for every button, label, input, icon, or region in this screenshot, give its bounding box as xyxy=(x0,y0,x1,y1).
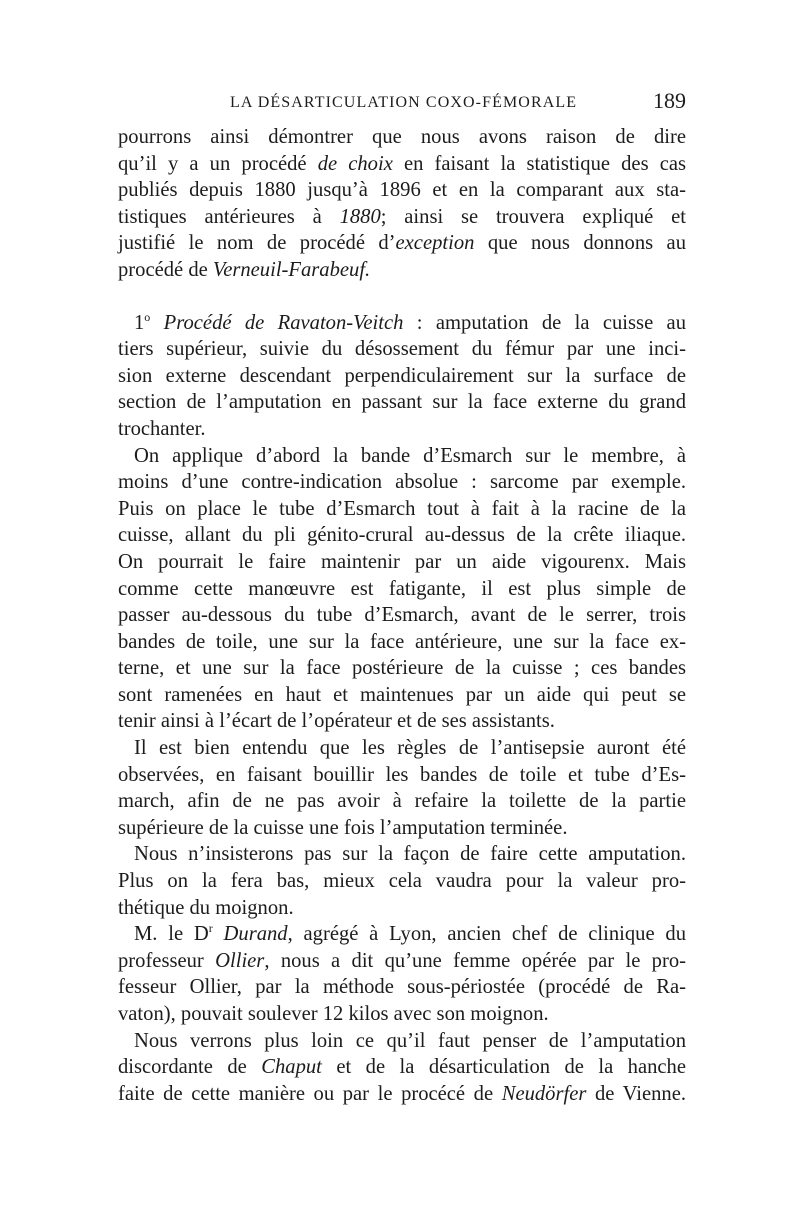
italic-term: de choix xyxy=(317,152,393,175)
text-line: thétique du moignon. xyxy=(118,896,294,919)
text-line: Nous n’insisterons pas sur la façon de faire cette amputation. xyxy=(134,843,686,866)
text-line: bandes de toile, une sur la face antérieure, une sur la face ex- xyxy=(118,630,686,653)
italic-term: exception xyxy=(395,232,475,255)
paragraph-3 xyxy=(118,443,686,736)
text-line: discordante de Chaput et de la désarticulation de la hanche xyxy=(118,1056,686,1079)
paragraph-6 xyxy=(118,921,686,1027)
text-line: tenir ainsi à l’écart de l’opérateur et de ses assistants. xyxy=(118,710,555,733)
text-line: On pourrait le faire maintenir par un aide vigourenx. Mais xyxy=(118,550,686,573)
italic-term: Ollier xyxy=(215,949,265,972)
text-line: tiers supérieur, suivie du désossement du fémur par une inci- xyxy=(118,338,686,361)
italic-term: 1880 xyxy=(339,205,381,228)
text-line: M. le $D^r$ Durand, agrégé à Lyon, ancien chef de clinique du xyxy=(134,921,686,946)
paragraph-4 xyxy=(118,735,686,841)
text-line: procédé de Verneuil-Farabeuf. xyxy=(118,258,371,281)
paragraph-5 xyxy=(118,841,686,921)
book-page xyxy=(118,88,686,1107)
text-line: 1$^o$ Procédé de Ravaton-Veitch : amputation de la cuisse au xyxy=(134,309,686,334)
text-line: cuisse, allant du pli génito-crural au-dessus de la crête iliaque. xyxy=(118,524,686,547)
italic-term: Neudörfer xyxy=(501,1082,587,1105)
text-line: Puis on place le tube d’Esmarch tout à fait à la racine de la xyxy=(118,497,686,520)
running-title: LA DÉSARTICULATION COXO-FÉMORALE xyxy=(230,94,578,111)
italic-term: Procédé de Ravaton-Veitch xyxy=(163,311,404,334)
text-line: professeur Ollier, nous a dit qu’une femme opérée par le pro- xyxy=(118,949,686,972)
text-line: Nous verrons plus loin ce qu’il faut penser de l’amputation xyxy=(134,1029,686,1052)
paragraph-2 xyxy=(118,310,686,443)
body-text xyxy=(118,124,686,1107)
page-number: 189 xyxy=(653,88,686,113)
text-line: comme cette manœuvre est fatigante, il est plus simple de xyxy=(118,577,686,600)
text-line: sont ramenées en haut et maintenues par un aide qui peut se xyxy=(118,683,686,706)
page-header xyxy=(118,88,686,124)
text-line: Il est bien entendu que les règles de l’antisepsie auront été xyxy=(134,737,686,760)
text-line: vaton), pouvait soulever 12 kilos avec son moignon. xyxy=(118,1003,549,1025)
italic-term: Chaput xyxy=(261,1056,322,1079)
paragraph-7 xyxy=(118,1028,686,1108)
text-line: supérieure de la cuisse une fois l’amputation terminée. xyxy=(118,816,568,839)
text-line: trochanter. xyxy=(118,417,206,440)
paragraph-1 xyxy=(118,124,686,284)
text-line: fesseur Ollier, par la méthode sous-périostée (procédé de Ra- xyxy=(118,976,686,999)
text-line: passer au-dessous du tube d’Esmarch, avant de le serrer, trois xyxy=(118,604,686,627)
text-line: sion externe descendant perpendiculairement sur la surface de xyxy=(118,364,686,387)
text-line: pourrons ainsi démontrer que nous avons raison de dire xyxy=(118,126,686,148)
text-line: justifié le nom de procédé d’exception que nous donnons au xyxy=(118,232,686,255)
text-line: faite de cette manière ou par le procécé de Neudörfer de Vienne. xyxy=(118,1082,686,1105)
italic-term: Durand xyxy=(223,923,288,946)
text-line: Plus on la fera bas, mieux cela vaudra pour la valeur pro- xyxy=(118,870,686,893)
text-line: qu’il y a un procédé de choix en faisant la statistique des cas xyxy=(118,152,686,175)
text-line: tistiques antérieures à 1880; ainsi se trouvera expliqué et xyxy=(118,205,686,228)
text-line: observées, en faisant bouillir les bandes de toile et tube d’Es- xyxy=(118,763,686,786)
text-line: march, afin de ne pas avoir à refaire la toilette de la partie xyxy=(118,790,686,813)
text-line: section de l’amputation en passant sur la face externe du grand xyxy=(118,391,686,414)
text-line: On applique d’abord la bande d’Esmarch sur le membre, à xyxy=(134,444,686,467)
text-line: publiés depuis 1880 jusqu’à 1896 et en la comparant aux sta- xyxy=(118,179,686,202)
italic-term: Verneuil-Farabeuf. xyxy=(212,258,371,281)
text-line: moins d’une contre-indication absolue : sarcome par exemple. xyxy=(118,471,686,494)
text-line: terne, et une sur la face postérieure de la cuisse ; ces bandes xyxy=(118,657,686,680)
